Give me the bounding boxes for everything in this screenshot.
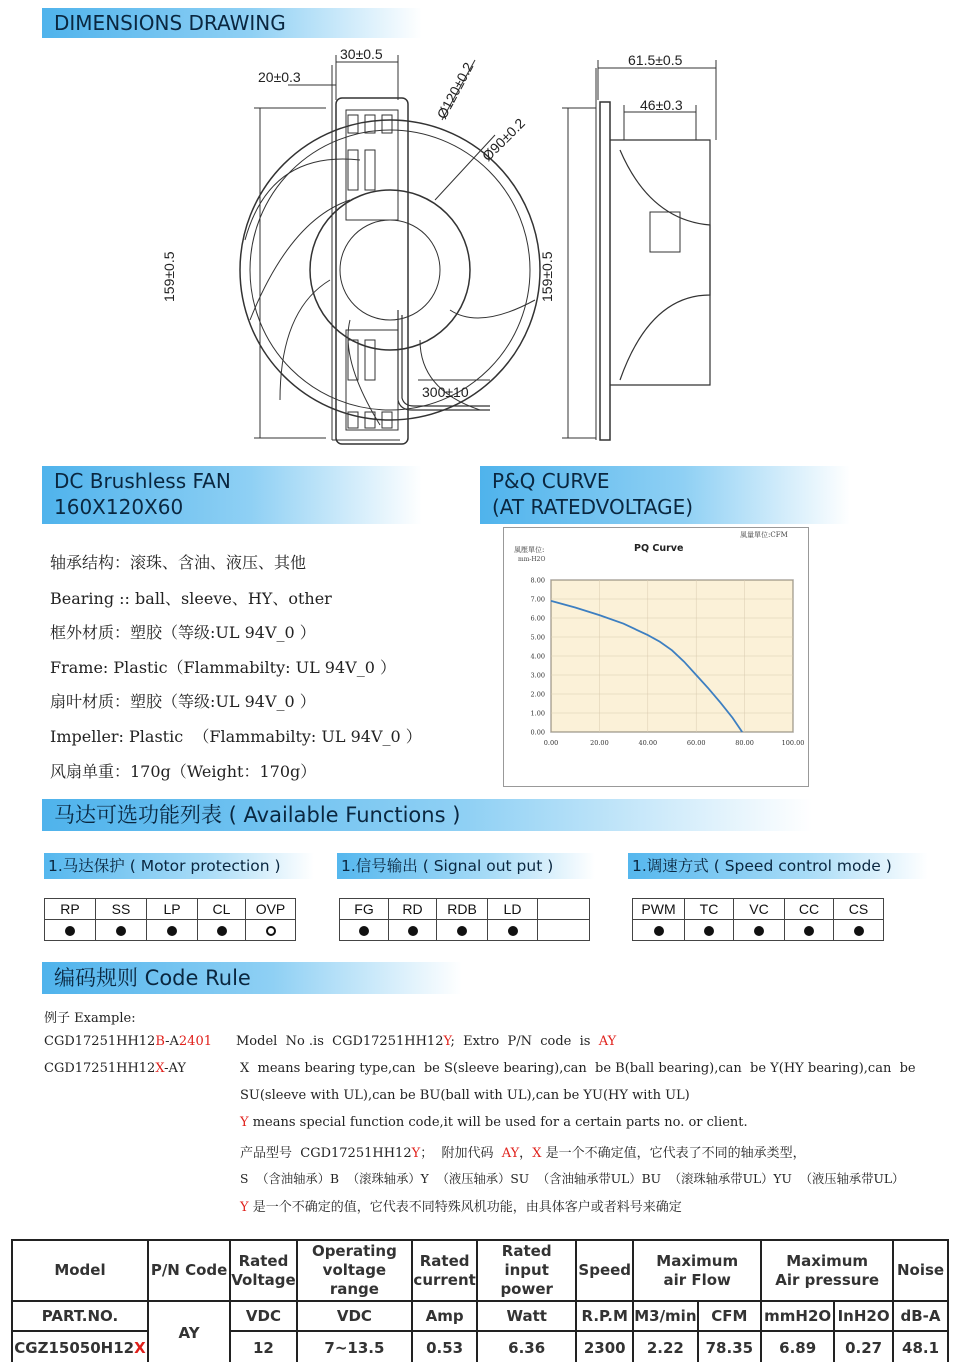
filled-dot-icon xyxy=(359,926,369,936)
x-tick-label: 40.00 xyxy=(638,739,658,747)
function-mark xyxy=(488,920,538,941)
unit-cell: VDC xyxy=(297,1301,412,1331)
pq-right-unit: 風量單位:CFM xyxy=(740,531,788,539)
function-mark xyxy=(633,920,685,941)
cell-current: 0.53 xyxy=(412,1331,477,1362)
function-mark xyxy=(147,920,198,941)
code-text: ， xyxy=(519,1146,533,1161)
code-highlight: Y xyxy=(240,1115,249,1130)
function-heading-motor: 1.马达保护 ( Motor protection ) xyxy=(44,853,314,879)
example-label: 例子 Example: xyxy=(44,1011,136,1026)
code-text: -AY xyxy=(164,1061,186,1076)
header-line: Maximum xyxy=(656,1251,739,1270)
function-col: RD xyxy=(389,899,437,920)
x-tick-label: 80.00 xyxy=(735,739,754,747)
spec-frame-en: Frame: Plastic（Flammabilty: UL 94V_0 ） xyxy=(50,658,396,677)
code-highlight: 2401 xyxy=(178,1034,212,1049)
header-noise: Noise xyxy=(893,1240,948,1301)
filled-dot-icon xyxy=(854,926,864,936)
header-air-pressure xyxy=(761,1240,893,1301)
section-title-pq xyxy=(480,466,850,524)
cell-model xyxy=(12,1331,148,1362)
unit-cell: Watt xyxy=(477,1301,576,1331)
function-heading-speed: 1.调速方式 ( Speed control mode ) xyxy=(628,853,928,879)
header-speed: Speed xyxy=(576,1240,633,1301)
model-highlight: X xyxy=(134,1338,146,1357)
dim-46: 46±0.3 xyxy=(640,97,683,113)
code-text: -A xyxy=(165,1034,179,1049)
unit-cell: VDC xyxy=(230,1301,296,1331)
y-tick-label: 8.00 xyxy=(530,576,545,585)
function-mark xyxy=(785,920,834,941)
filled-dot-icon xyxy=(116,926,126,936)
function-table-speed xyxy=(632,898,884,941)
header-line: current xyxy=(413,1270,476,1289)
code-text: 产品型号 CGD17251HH12 xyxy=(240,1146,412,1161)
cell-range: 7~13.5 xyxy=(297,1331,412,1362)
filled-dot-icon xyxy=(167,926,177,936)
x-tick-label: 0.00 xyxy=(543,739,559,747)
spec-weight: 风扇单重：170g（Weight：170g） xyxy=(50,762,317,781)
code-text: ； 附加代码 xyxy=(420,1146,502,1161)
header-line: air Flow xyxy=(663,1270,731,1289)
section-title-fan xyxy=(42,466,422,524)
filled-dot-icon xyxy=(754,926,764,936)
y-tick-label: 2.00 xyxy=(530,690,545,699)
function-col: CL xyxy=(198,899,246,920)
function-col: CS xyxy=(834,899,884,920)
function-table-motor xyxy=(44,898,296,941)
code-highlight: X xyxy=(532,1146,542,1161)
cell-pn-code: AY xyxy=(148,1301,230,1362)
section-title-functions: 马达可选功能列表 ( Available Functions ) xyxy=(42,799,812,831)
dim-120: Ø120±0.2 xyxy=(433,59,477,122)
model-text: CGZ15050H12 xyxy=(14,1338,135,1357)
header-line: input power xyxy=(500,1261,553,1298)
code-text: 是一个不确定值，它代表了不同的轴承类型， xyxy=(541,1146,806,1161)
spec-impeller-cn: 扇叶材质：塑胶（等级:UL 94V_0 ） xyxy=(50,692,316,711)
cell-m3min: 2.22 xyxy=(633,1331,697,1362)
pq-chart-title: PQ Curve xyxy=(634,543,684,554)
code-highlight: B xyxy=(155,1034,166,1049)
filled-dot-icon xyxy=(408,926,418,936)
section-title-dimensions: DIMENSIONS DRAWING xyxy=(42,8,422,38)
function-col: RDB xyxy=(437,899,488,920)
section-title-code-rule: 编码规则 Code Rule xyxy=(42,962,462,994)
header-rated-voltage xyxy=(230,1240,296,1301)
filled-dot-icon xyxy=(217,926,227,936)
function-col: OVP xyxy=(246,899,296,920)
header-line: Rated xyxy=(501,1242,552,1260)
header-line: Operating xyxy=(311,1242,397,1260)
dim-90: Ø90±0.2 xyxy=(478,114,529,165)
code-text: Model No .is CGD17251HH12 xyxy=(236,1034,444,1049)
function-table-signal xyxy=(339,898,590,941)
code-rule-line-5 xyxy=(240,1142,806,1161)
code-text: CGD17251HH12 xyxy=(44,1034,156,1049)
spec-impeller-en: Impeller: Plastic （Flammabilty: UL 94V_0 ） xyxy=(50,727,422,746)
header-model: Model xyxy=(12,1240,148,1301)
filled-dot-icon xyxy=(804,926,814,936)
function-mark xyxy=(246,920,296,941)
code-text: 是一个不确定的值，它代表不同特殊风机功能，由具体客户或者料号来确定 xyxy=(248,1200,682,1215)
code-highlight: Y xyxy=(443,1034,451,1049)
code-text: ; Extro P/N code is xyxy=(450,1034,599,1049)
function-col: LP xyxy=(147,899,198,920)
spec-bearing-cn: 轴承结构：滚珠、含油、液压、其他 xyxy=(50,553,307,572)
spec-frame-cn: 框外材质：塑胶（等级:UL 94V_0 ） xyxy=(50,623,316,642)
x-tick-label: 20.00 xyxy=(590,739,609,747)
pq-chart xyxy=(503,527,809,787)
code-text: CGD17251HH12 xyxy=(44,1061,156,1076)
dim-61: 61.5±0.5 xyxy=(628,52,683,68)
y-tick-label: 6.00 xyxy=(530,614,545,623)
function-mark xyxy=(96,920,147,941)
cell-mmh2o: 6.89 xyxy=(761,1331,834,1362)
example-code-2 xyxy=(44,1061,186,1076)
x-tick-label: 60.00 xyxy=(686,739,706,747)
header-operating-range xyxy=(297,1240,412,1301)
code-highlight: Y xyxy=(240,1200,249,1215)
unit-cell: Amp xyxy=(412,1301,477,1331)
cell-speed: 2300 xyxy=(576,1331,633,1362)
dim-30: 30±0.5 xyxy=(340,46,383,62)
function-col: CC xyxy=(785,899,834,920)
unit-cell: dB-A xyxy=(893,1301,948,1331)
function-mark xyxy=(834,920,884,941)
pq-left-unit-1: 風壓單位: xyxy=(514,546,545,554)
cell-noise: 48.1 xyxy=(893,1331,948,1362)
cell-voltage: 12 xyxy=(230,1331,296,1362)
pq-x-ticks xyxy=(544,739,805,747)
filled-dot-icon xyxy=(704,926,714,936)
dim-height-front: 159±0.5 xyxy=(161,251,177,302)
function-col: SS xyxy=(96,899,147,920)
pq-subtitle: (AT RATEDVOLTAGE) xyxy=(492,495,694,519)
fan-size: 160X120X60 xyxy=(54,495,184,519)
spec-bearing-en: Bearing :: ball、sleeve、HY、other xyxy=(50,589,332,608)
header-line: Voltage xyxy=(231,1270,296,1289)
unit-cell: R.P.M xyxy=(576,1301,633,1331)
dim-20: 20±0.3 xyxy=(258,69,301,85)
code-rule-line-2: X means bearing type,can be S(sleeve bearing),can be B(ball bearing),can be Y(HY bearing),can be xyxy=(240,1061,916,1076)
header-line: Maximum xyxy=(786,1251,869,1270)
unit-cell: InH2O xyxy=(834,1301,893,1331)
header-pn-code: P/N Code xyxy=(148,1240,230,1301)
code-rule-line-1 xyxy=(236,1034,616,1049)
header-rated-current xyxy=(412,1240,477,1301)
code-highlight: AY xyxy=(501,1146,520,1161)
function-heading-signal: 1.信号输出 ( Signal out put ) xyxy=(337,853,595,879)
function-col: VC xyxy=(734,899,785,920)
function-mark xyxy=(45,920,96,941)
code-highlight: AY xyxy=(598,1034,617,1049)
filled-dot-icon xyxy=(508,926,518,936)
y-tick-label: 5.00 xyxy=(530,633,545,642)
code-rule-line-6: S （含油轴承）B （滚珠轴承）Y （液压轴承）SU （含油轴承带UL）BU （滚珠轴承带UL）YU （液压轴承带UL） xyxy=(240,1172,905,1186)
function-col: RP xyxy=(45,899,96,920)
code-rule-line-3: SU(sleeve with UL),can be BU(ball with UL),can be YU(HY with UL) xyxy=(240,1088,690,1103)
pq-y-ticks xyxy=(531,577,545,737)
function-mark xyxy=(198,920,246,941)
function-mark xyxy=(389,920,437,941)
function-col: TC xyxy=(685,899,734,920)
code-highlight: Y xyxy=(411,1146,421,1161)
pq-left-unit-2: mm-H2O xyxy=(518,556,546,563)
function-mark xyxy=(340,920,389,941)
function-col: FG xyxy=(340,899,389,920)
function-mark xyxy=(734,920,785,941)
y-tick-label: 0.00 xyxy=(530,728,545,737)
pq-title: P&Q CURVE xyxy=(492,469,610,493)
function-mark xyxy=(538,920,590,941)
example-code-1 xyxy=(44,1034,212,1049)
dim-lead: 300±10 xyxy=(422,384,469,400)
unit-part-no: PART.NO. xyxy=(12,1301,148,1331)
header-air-flow xyxy=(633,1240,761,1301)
dimension-drawing xyxy=(150,40,730,450)
x-tick-label: 100.00 xyxy=(781,739,805,747)
unit-cell: CFM xyxy=(698,1301,762,1331)
unit-cell: mmH2O xyxy=(761,1301,834,1331)
cell-cfm: 78.35 xyxy=(698,1331,762,1362)
filled-dot-icon xyxy=(65,926,75,936)
header-rated-power xyxy=(477,1240,576,1301)
code-rule-line-7 xyxy=(240,1196,682,1215)
header-line: Rated xyxy=(238,1251,289,1270)
dim-height-side: 159±0.5 xyxy=(539,251,555,302)
spec-table xyxy=(11,1239,949,1362)
unit-cell: M3/min xyxy=(633,1301,697,1331)
function-col: PWM xyxy=(633,899,685,920)
pq-chart-svg xyxy=(504,528,810,788)
code-rule-line-4 xyxy=(240,1115,748,1130)
cell-inh2o: 0.27 xyxy=(834,1331,893,1362)
header-line: Air pressure xyxy=(775,1270,880,1289)
header-line: Rated xyxy=(419,1251,470,1270)
fan-title: DC Brushless FAN xyxy=(54,469,231,493)
function-col: LD xyxy=(488,899,538,920)
y-tick-label: 4.00 xyxy=(530,652,545,661)
filled-dot-icon xyxy=(457,926,467,936)
code-highlight: X xyxy=(155,1061,165,1076)
filled-dot-icon xyxy=(654,926,664,936)
y-tick-label: 7.00 xyxy=(530,595,545,604)
cell-power: 6.36 xyxy=(477,1331,576,1362)
open-dot-icon xyxy=(266,926,276,936)
code-text: means special function code,it will be used for a certain parts no. or client. xyxy=(248,1115,748,1130)
header-line: voltage range xyxy=(322,1261,387,1298)
function-mark xyxy=(685,920,734,941)
function-mark xyxy=(437,920,488,941)
y-tick-label: 3.00 xyxy=(530,671,545,680)
y-tick-label: 1.00 xyxy=(530,709,545,718)
function-col xyxy=(538,899,590,920)
